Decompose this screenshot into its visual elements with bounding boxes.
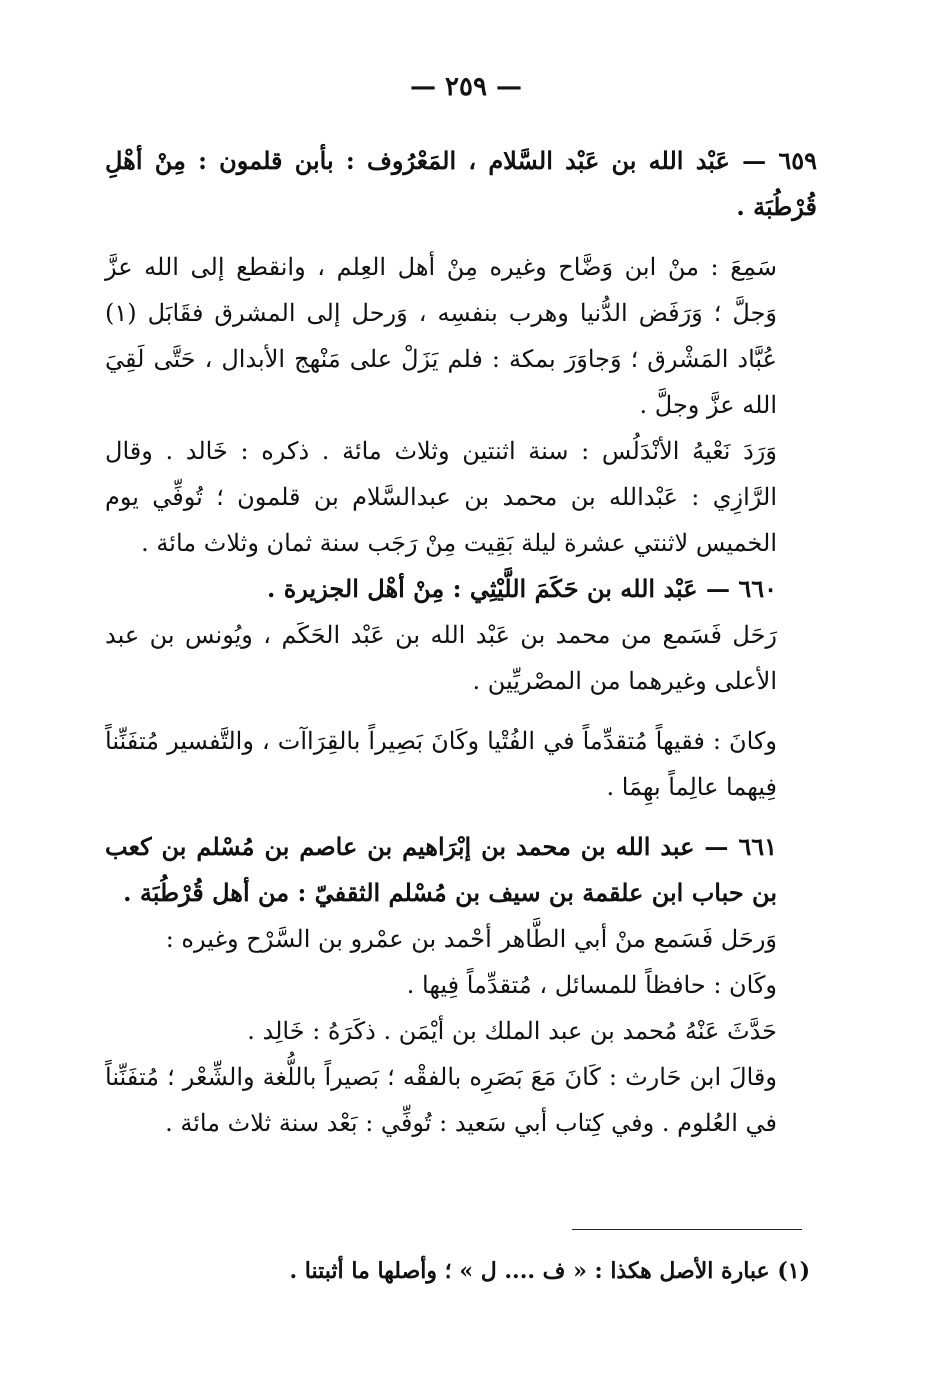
- entry-paragraph: رَحَل فَسَمع من محمد بن عَبْد الله بن عَبْد الحَكَم ، ويُونس بن عبد الأعلى وغيرهما من المصْريِّين .: [105, 621, 777, 695]
- entry-paragraph: وَرَدَ نَعْيهُ الأنْدَلُس : سنة اثنتين وثلاث مائة . ذكره : خَالد . وقال الرَّازِي : عَبْدالله بن محمد بن عبدالسَّلام بن قلمون ؛ تُوفِّي يوم الخميس لاثنتي عشرة ليلة بَقِيت مِنْ رَجَب سنة ثمان وثلاث مائة .: [105, 437, 777, 557]
- entry-paragraph: وقالَ ابن حَارث : كَانَ مَعَ بَصَرِه بالفقْه ؛ بَصيراً باللُّغة والشِّعْر ؛ مُتفَنِّناً في العُلوم . وفي كِتاب أبي سَعيد : تُوفِّي : بَعْد سنة ثلاث مائة .: [105, 1063, 777, 1137]
- entry-heading: ٦٦١ — عبد الله بن محمد بن إبْرَاهيم بن عاصم بن مُسْلم بن كعب بن حباب ابن علقمة بن سيف بن مُسْلم الثقفيّ : من أهل قُرْطُبَة .: [105, 832, 777, 907]
- entry-paragraph: حَدَّثَ عَنْهُ مُحمد بن عبد الملك بن أيْمَن . ذكَرَهُ : خَالِد .: [247, 1017, 777, 1045]
- page-number: — ٢٥٩ —: [409, 72, 523, 102]
- body-text: [105, 138, 817, 1146]
- entry-heading: ٦٥٩ — عَبْد الله بن عَبْد السَّلام ، المَعْرُوف : بأبن قلمون : مِنْ أهْلِ قُرْطُبَة .: [105, 146, 817, 221]
- entry-paragraph: سَمِعَ : منْ ابن وَضَّاح وغيره مِنْ أهل العِلم ، وانقطع إلى الله عزَّ وَجلَّ ؛ وَرَفَض الدُّنيا وهرب بنفسِه ، وَرحل إلى المشرق فقَابَل (١) عُبَّاد المَشْرق ؛ وَجاوَرَ بمكة : فلم يَزَلْ على مَنْهج الأبدال ، حَتَّى لَقِيَ الله عزَّ وجلَّ .: [105, 253, 777, 419]
- footnote: (١) عبارة الأصل هكذا : « ف .... ل » ؛ وأصلها ما أثبتنا .: [289, 1258, 810, 1284]
- entry-paragraph: وكانَ : فقيهاً مُتقدِّماً في الفُتْيا وكَانَ بَصِيراً بالقِرَاآت ، والتَّفسير مُتفَنِّناً فِيهما عالِماً بهِمَا .: [105, 727, 777, 801]
- footnote-divider: [572, 1229, 802, 1230]
- entry-paragraph: وَرحَل فَسَمع منْ أبي الطَّاهر أحْمد بن عمْرو بن السَّرْح وغيره :: [165, 925, 777, 953]
- entry-paragraph: وكَان : حافظاً للمسائل ، مُتقدِّماً فِيها .: [406, 971, 777, 999]
- entry-heading: ٦٦٠ — عَبْد الله بن حَكَمَ اللَّيْثِي : مِنْ أهْل الجزيرة .: [266, 574, 777, 603]
